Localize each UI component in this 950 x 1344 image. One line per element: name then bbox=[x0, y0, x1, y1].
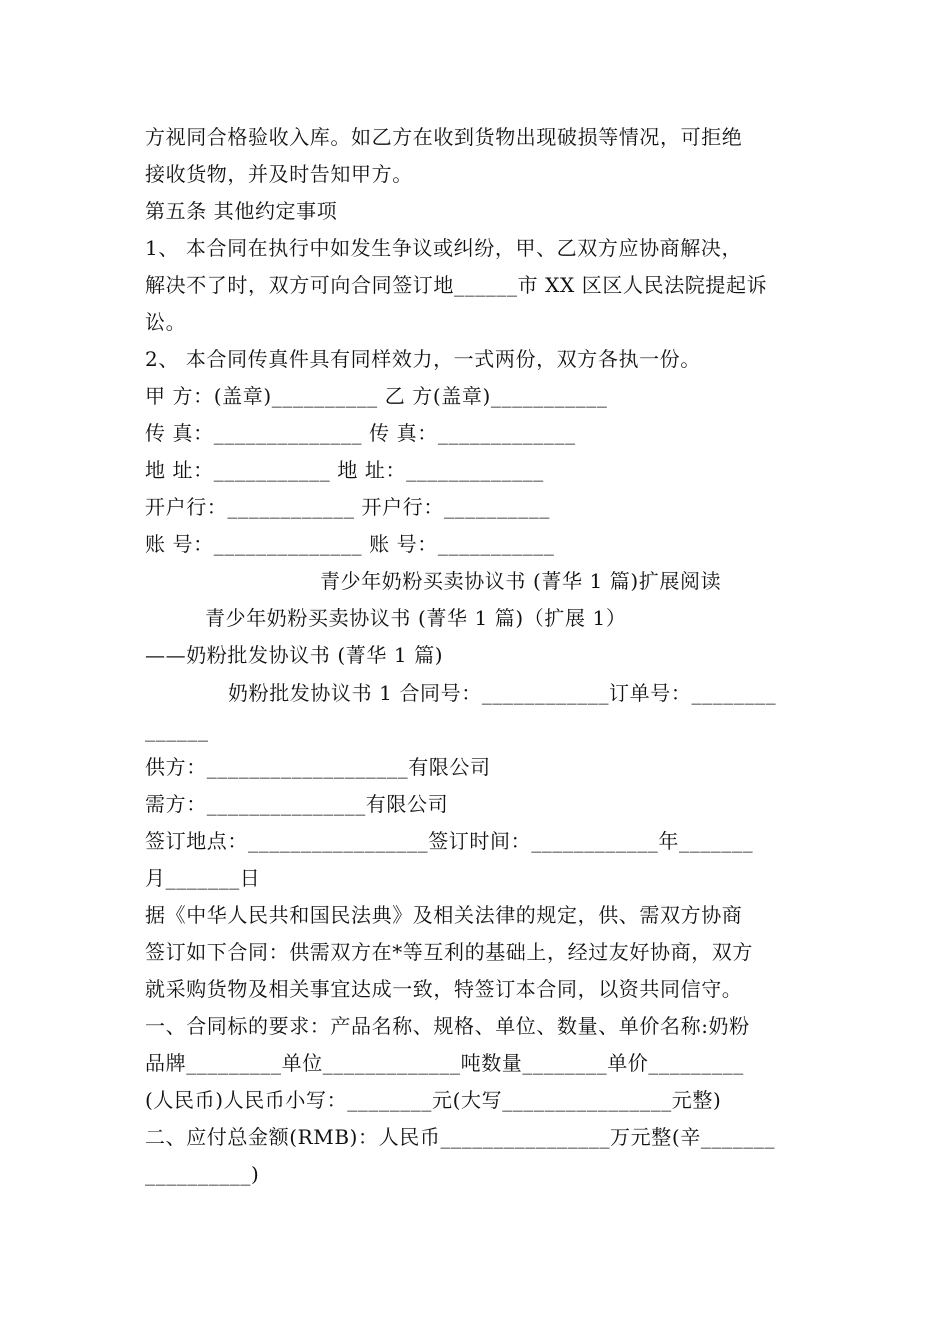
contract-number-line-continued: ______ bbox=[145, 718, 209, 742]
paragraph-line: 二、应付总金额(RMB)：人民币________________万元整(辛_______ bbox=[145, 1125, 776, 1149]
extended-reading-subtitle: 青少年奶粉买卖协议书 (菁华 1 篇)（扩展 1） bbox=[205, 606, 627, 630]
signature-line-account: 账 号：______________ 账 号：___________ bbox=[145, 532, 555, 556]
signing-place-time-line: 签订地点：_________________签订时间：____________年_______ bbox=[145, 829, 754, 853]
signature-line-fax: 传 真：______________ 传 真：_____________ bbox=[145, 421, 576, 445]
paragraph-line: 2、 本合同传真件具有同样效力，一式两份，双方各执一份。 bbox=[145, 347, 701, 371]
paragraph-line: __________) bbox=[145, 1162, 260, 1186]
paragraph-line: (人民币)人民币小写：________元(大写________________元整) bbox=[145, 1088, 722, 1112]
paragraph-line: 1、 本合同在执行中如发生争议或纠纷，甲、乙双方应协商解决， bbox=[145, 236, 743, 260]
signing-date-line: 月_______日 bbox=[145, 866, 261, 890]
extended-reading-subtitle-2: ——奶粉批发协议书 (菁华 1 篇) bbox=[145, 643, 444, 667]
paragraph-line: 签订如下合同：供需双方在*等互利的基础上，经过友好协商，双方 bbox=[145, 940, 753, 964]
buyer-line: 需方：_______________有限公司 bbox=[145, 792, 449, 816]
paragraph-line: 方视同合格验收入库。如乙方在收到货物出现破损等情况，可拒绝 bbox=[145, 125, 743, 149]
signature-line-bank: 开户行：____________ 开户行：__________ bbox=[145, 495, 550, 519]
paragraph-line: 一、合同标的要求：产品名称、规格、单位、数量、单价名称:奶粉 bbox=[145, 1014, 750, 1038]
supplier-line: 供方：___________________有限公司 bbox=[145, 755, 491, 779]
paragraph-line: 讼。 bbox=[145, 310, 187, 334]
extended-reading-title: 青少年奶粉买卖协议书 (菁华 1 篇)扩展阅读 bbox=[320, 569, 722, 593]
paragraph-line: 就采购货物及相关事宜达成一致，特签订本合同，以资共同信守。 bbox=[145, 977, 743, 1001]
contract-number-line: 奶粉批发协议书 1 合同号：____________订单号：________ bbox=[228, 681, 777, 705]
paragraph-line: 品牌_________单位_____________吨数量________单价_________ bbox=[145, 1051, 744, 1075]
section-heading: 第五条 其他约定事项 bbox=[145, 199, 338, 223]
paragraph-line: 接收货物，并及时告知甲方。 bbox=[145, 162, 413, 186]
signature-line-party: 甲 方：(盖章)__________ 乙 方(盖章)___________ bbox=[145, 384, 608, 408]
signature-line-address: 地 址：___________ 地 址：_____________ bbox=[145, 458, 544, 482]
paragraph-line: 解决不了时，双方可向合同签订地______市 XX 区区人民法院提起诉 bbox=[145, 273, 768, 297]
paragraph-line: 据《中华人民共和国民法典》及相关法律的规定，供、需双方协商 bbox=[145, 903, 743, 927]
